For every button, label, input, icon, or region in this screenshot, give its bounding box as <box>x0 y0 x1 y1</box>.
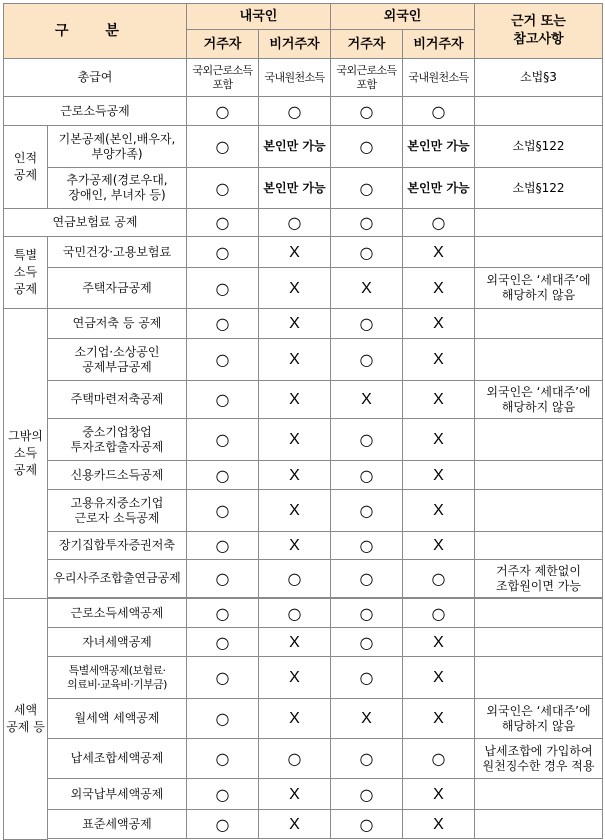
basis-empty <box>475 810 603 839</box>
row-label-pension-savings: 연금저축 등 공제 <box>48 309 187 339</box>
basis-empty <box>475 209 603 237</box>
mark-x: X <box>259 419 331 461</box>
mark-x: X <box>259 461 331 490</box>
cell-self-only: 본인만 가능 <box>259 126 331 168</box>
mark-o: ○ <box>187 168 259 209</box>
row-label-small-business: 소기업·소상공인 공제부금공제 <box>48 339 187 381</box>
mark-o: ○ <box>187 97 259 126</box>
group-other: 그밖의 소득 공제 <box>4 309 48 599</box>
row-label-housing-fund: 주택자금공제 <box>48 268 187 309</box>
row-label-credit-card: 신용카드소득공제 <box>48 461 187 490</box>
basis-empty <box>475 419 603 461</box>
mark-x: X <box>331 381 403 419</box>
header-foreign-resident: 거주자 <box>331 30 403 59</box>
cell-self-only: 본인만 가능 <box>403 126 475 168</box>
mark-x: X <box>259 490 331 532</box>
mark-o: ○ <box>403 209 475 237</box>
mark-o: ○ <box>403 560 475 598</box>
row-label-standard-credit: 표준세액공제 <box>48 810 187 839</box>
header-domestic: 내국인 <box>187 4 331 30</box>
mark-o: ○ <box>331 339 403 381</box>
row-label-foreign-paid-credit: 외국납부세액공제 <box>48 779 187 810</box>
mark-o: ○ <box>187 209 259 237</box>
mark-o: ○ <box>187 739 259 779</box>
row-label-rent-credit: 월세액 세액공제 <box>48 699 187 739</box>
mark-o: ○ <box>187 810 259 839</box>
header-domestic-resident: 거주자 <box>187 30 259 59</box>
mark-x: X <box>259 628 331 657</box>
mark-x: X <box>403 339 475 381</box>
mark-o: ○ <box>259 739 331 779</box>
mark-o: ○ <box>259 209 331 237</box>
mark-o: ○ <box>187 309 259 339</box>
note-esop: 거주자 제한없이 조합원이면 가능 <box>475 560 603 598</box>
mark-o: ○ <box>259 97 331 126</box>
mark-x: X <box>331 268 403 309</box>
row-label-child-credit: 자녀세액공제 <box>48 628 187 657</box>
mark-o: ○ <box>331 779 403 810</box>
mark-o: ○ <box>403 739 475 779</box>
mark-o: ○ <box>331 490 403 532</box>
basis-empty <box>475 599 603 628</box>
mark-o: ○ <box>331 628 403 657</box>
mark-x: X <box>403 309 475 339</box>
mark-x: X <box>403 237 475 268</box>
mark-o: ○ <box>187 268 259 309</box>
basis-empty <box>475 779 603 810</box>
mark-o: ○ <box>403 97 475 126</box>
mark-o: ○ <box>331 209 403 237</box>
mark-o: ○ <box>187 560 259 598</box>
row-label-housing-savings: 주택마련저축공제 <box>48 381 187 419</box>
row-label-special-credit: 특별세액공제(보험료· 의료비·교육비·기부금) <box>48 657 187 699</box>
mark-o: ○ <box>187 699 259 739</box>
mark-x: X <box>259 309 331 339</box>
mark-o: ○ <box>187 339 259 381</box>
mark-x: X <box>403 657 475 699</box>
mark-x: X <box>403 810 475 839</box>
mark-o: ○ <box>259 599 331 628</box>
mark-o: ○ <box>331 126 403 168</box>
cell-gross-dom-non: 국내원천소득 <box>259 59 331 97</box>
mark-x: X <box>259 237 331 268</box>
basis-empty <box>475 461 603 490</box>
row-label-health-insurance: 국민건강·고용보험료 <box>48 237 187 268</box>
header-category: 구 분 <box>4 4 187 59</box>
mark-x: X <box>403 779 475 810</box>
cell-self-only: 본인만 가능 <box>403 168 475 209</box>
mark-o: ○ <box>187 490 259 532</box>
basis-empty <box>475 309 603 339</box>
row-label-esop: 우리사주조합출연금공제 <box>48 560 187 598</box>
mark-o: ○ <box>187 461 259 490</box>
basis-empty <box>475 657 603 699</box>
mark-x: X <box>259 699 331 739</box>
header-foreign-nonresident: 비거주자 <box>403 30 475 59</box>
row-label-additional-deduction: 추가공제(경로우대, 장애인, 부녀자 등) <box>48 168 187 209</box>
basis-personal-basic: 소법§122 <box>475 126 603 168</box>
mark-o: ○ <box>187 599 259 628</box>
row-label-earned-income-deduction: 근로소득공제 <box>4 97 187 126</box>
header-foreign: 외국인 <box>331 4 475 30</box>
mark-o: ○ <box>331 599 403 628</box>
mark-x: X <box>403 628 475 657</box>
mark-o: ○ <box>403 599 475 628</box>
mark-o: ○ <box>187 532 259 560</box>
note-household-credit: 외국인은 ‘세대주’에 해당하지 않음 <box>475 699 603 739</box>
group-personal: 인적 공제 <box>4 126 48 209</box>
mark-x: X <box>403 381 475 419</box>
cell-gross-dom-res: 국외근로소득 포함 <box>187 59 259 97</box>
mark-o: ○ <box>187 657 259 699</box>
mark-o: ○ <box>331 532 403 560</box>
mark-o: ○ <box>187 126 259 168</box>
mark-x: X <box>259 779 331 810</box>
mark-x: X <box>259 657 331 699</box>
basis-gross-pay: 소법§3 <box>475 59 603 97</box>
mark-o: ○ <box>187 237 259 268</box>
row-label-earned-income-credit: 근로소득세액공제 <box>48 599 187 628</box>
mark-o: ○ <box>187 628 259 657</box>
mark-o: ○ <box>331 237 403 268</box>
mark-o: ○ <box>331 309 403 339</box>
tax-deduction-comparison-table <box>3 3 603 840</box>
mark-x: X <box>331 699 403 739</box>
mark-o: ○ <box>331 419 403 461</box>
mark-x: X <box>403 490 475 532</box>
row-label-venture-investment: 중소기업창업 투자조합출자공제 <box>48 419 187 461</box>
mark-x: X <box>259 532 331 560</box>
mark-x: X <box>403 532 475 560</box>
basis-empty <box>475 628 603 657</box>
mark-o: ○ <box>331 810 403 839</box>
mark-o: ○ <box>259 560 331 598</box>
row-label-union-credit: 납세조합세액공제 <box>48 739 187 779</box>
cell-gross-for-non: 국내원천소득 <box>403 59 475 97</box>
mark-o: ○ <box>187 381 259 419</box>
mark-o: ○ <box>331 461 403 490</box>
mark-x: X <box>259 381 331 419</box>
row-label-gross-pay: 총급여 <box>4 59 187 97</box>
basis-empty <box>475 97 603 126</box>
mark-x: X <box>259 810 331 839</box>
mark-x: X <box>259 268 331 309</box>
mark-x: X <box>403 268 475 309</box>
mark-o: ○ <box>331 560 403 598</box>
row-label-employment-sme: 고용유지중소기업 근로자 소득공제 <box>48 490 187 532</box>
cell-self-only: 본인만 가능 <box>259 168 331 209</box>
group-special: 특별 소득 공제 <box>4 237 48 309</box>
basis-personal-additional: 소법§122 <box>475 168 603 209</box>
group-credits: 세액 공제 등 <box>4 599 48 840</box>
mark-o: ○ <box>331 97 403 126</box>
mark-o: ○ <box>331 657 403 699</box>
mark-x: X <box>259 339 331 381</box>
header-basis: 근거 또는 참고사항 <box>475 4 603 59</box>
mark-o: ○ <box>187 779 259 810</box>
note-household-special: 외국인은 ‘세대주’에 해당하지 않음 <box>475 268 603 309</box>
row-label-long-term-fund: 장기집합투자증권저축 <box>48 532 187 560</box>
row-label-pension-insurance: 연금보험료 공제 <box>4 209 187 237</box>
header-domestic-nonresident: 비거주자 <box>259 30 331 59</box>
mark-x: X <box>403 461 475 490</box>
basis-empty <box>475 532 603 560</box>
basis-empty <box>475 339 603 381</box>
mark-x: X <box>403 419 475 461</box>
mark-o: ○ <box>187 419 259 461</box>
mark-x: X <box>403 699 475 739</box>
basis-empty <box>475 237 603 268</box>
mark-o: ○ <box>331 739 403 779</box>
basis-empty <box>475 490 603 532</box>
cell-gross-for-res: 국외근로소득 포함 <box>331 59 403 97</box>
note-household-other: 외국인은 ‘세대주’에 해당하지 않음 <box>475 381 603 419</box>
row-label-basic-deduction: 기본공제(본인,배우자, 부양가족) <box>48 126 187 168</box>
mark-o: ○ <box>331 168 403 209</box>
note-union: 납세조합에 가입하여 원천징수한 경우 적용 <box>475 739 603 779</box>
